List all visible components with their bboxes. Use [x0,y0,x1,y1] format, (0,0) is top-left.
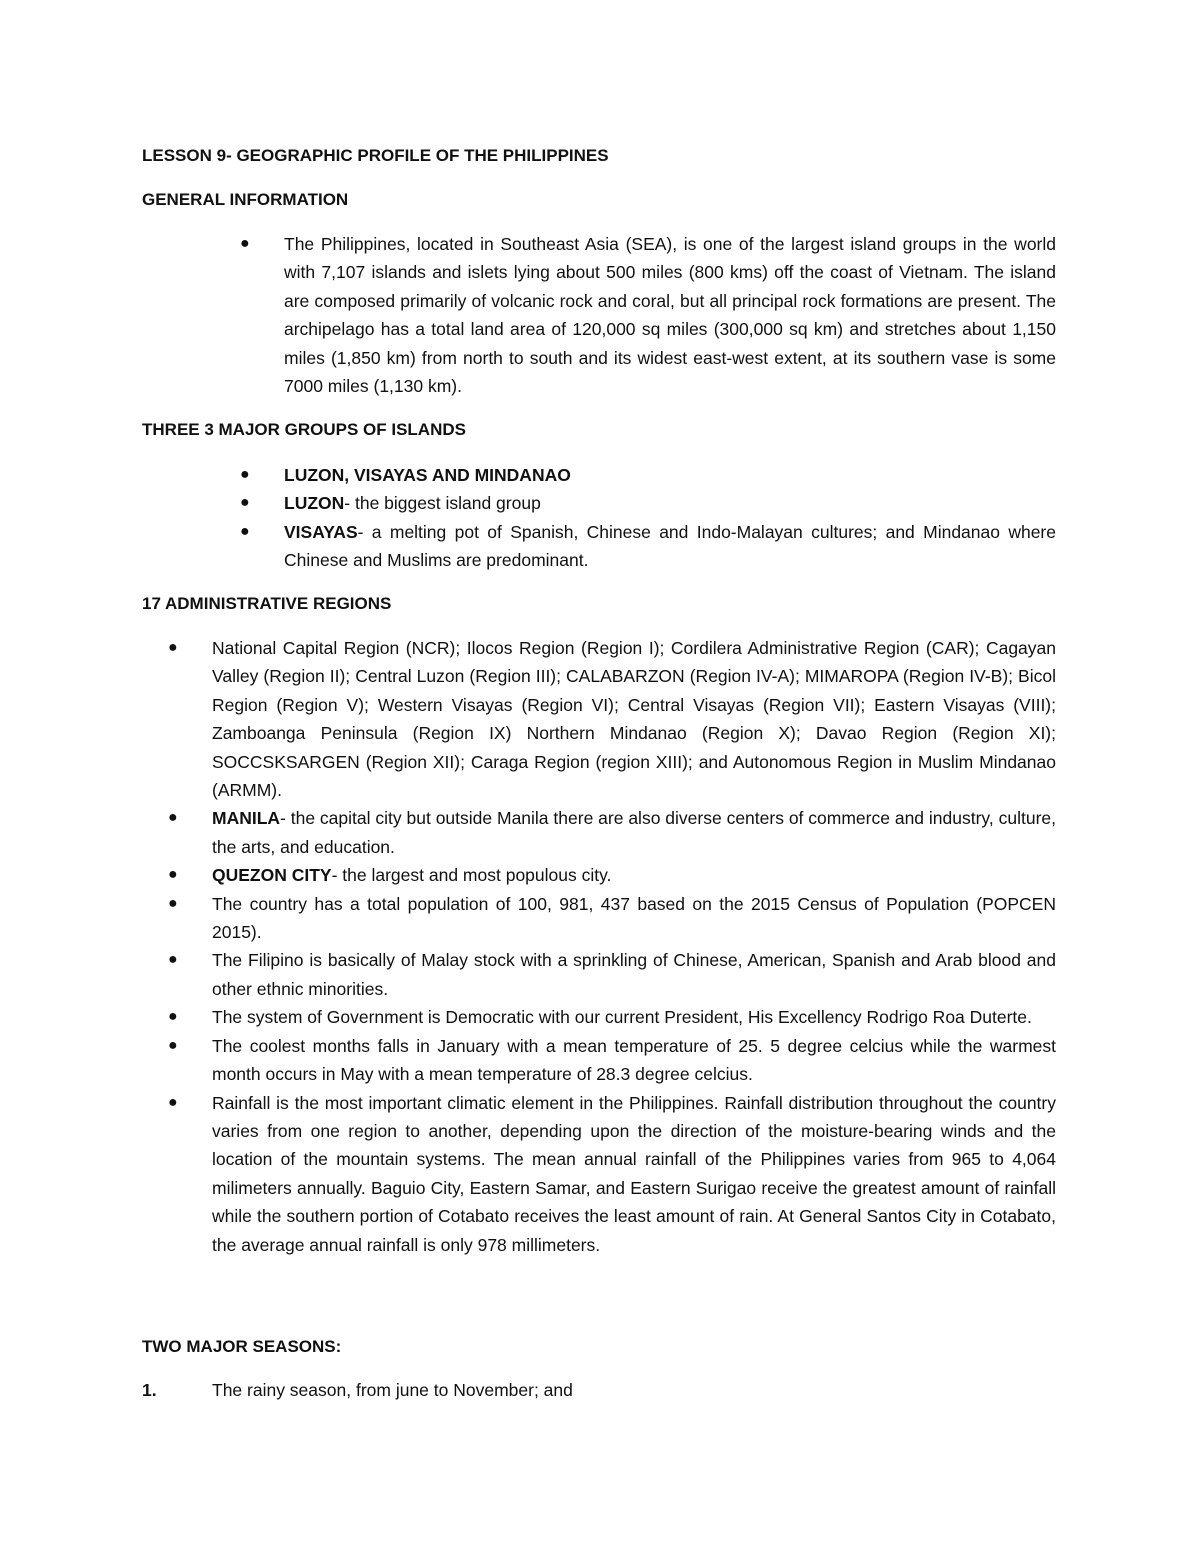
bullet-icon: ● [168,1093,178,1111]
list-item [168,946,1056,1003]
bullet-icon: ● [240,466,250,483]
item-text: The Philippines, located in Southeast Asia (SEA), is one of the largest island groups in the world with 7,107 islands and islets lying about 500 miles (800 kms) off the coast of Vietnam. The island are composed primarily of volcanic rock and coral, but all principal rock formations are present. The archipelago has a total land area of 120,000 sq miles (300,000 sq km) and stretches about 1,150 miles (1,850 km) from north to south and its widest east-west extent, at its southern vase is some 7000 miles (1,130 km). [284,234,1056,397]
section-heading-administrative-regions: 17 ADMINISTRATIVE REGIONS [142,594,392,613]
item-text: The coolest months falls in January with a mean temperature of 25. 5 degree celcius while the warmest month occurs in May with a mean temperature of 28.3 degree celcius. [212,1035,1056,1085]
list-item [168,804,1056,861]
item-text: - a melting pot of Spanish, Chinese and Indo-Malayan cultures; and Mindanao where Chinese and Muslims are predominant. [284,521,1056,571]
administrative-regions-list [168,634,1056,1259]
major-seasons-list [142,1376,1056,1404]
item-text: The Filipino is basically of Malay stock with a sprinkling of Chinese, American, Spanish and Arab blood and other ethnic minorities. [212,950,1056,999]
section-heading-general-information: GENERAL INFORMATION [142,190,349,209]
item-text: Rainfall is the most important climatic element in the Philippines. Rainfall distribution throughout the country varies from one region to another, depending upon the direction of the moisture-bearing winds and the location of the mountain systems. The mean annual rainfall of the Philippines varies from 965 to 4,064 milimeters annually. Baguio City, Eastern Samar, and Eastern Surigao receive the greatest amount of rainfall while the southern portion of Cotabato receives the least amount of rain. At General Santos City in Cotabato, the average annual rainfall is only 978 millimeters. [212,1092,1056,1255]
item-text: - the capital city but outside Manila there are also diverse centers of commerce and industry, culture, the arts, and education. [212,808,1056,857]
bullet-icon: ● [168,1036,178,1054]
item-number: 1. [142,1380,157,1400]
section-heading-major-groups: THREE 3 MAJOR GROUPS OF ISLANDS [142,420,466,439]
item-bold-text: LUZON, VISAYAS AND MINDANAO [284,465,571,485]
item-bold-text: VISAYAS [284,521,358,542]
bullet-icon: ● [240,494,250,512]
general-information-list [240,230,1056,400]
bullet-icon: ● [240,522,250,540]
bullet-icon: ● [240,235,250,252]
item-bold-text: MANILA [212,808,281,829]
section-heading-major-seasons: TWO MAJOR SEASONS: [142,1337,342,1356]
list-item [168,634,1056,804]
bullet-icon: ● [168,866,178,884]
item-text: The rainy season, from june to November; and [212,1380,573,1400]
list-item [240,230,1056,400]
list-item [240,461,1056,489]
lesson-title: LESSON 9- GEOGRAPHIC PROFILE OF THE PHILIPPINES [142,146,609,165]
bullet-icon: ● [168,894,178,912]
list-item [168,890,1056,947]
list-item [240,489,1056,517]
bullet-icon: ● [168,1008,178,1026]
bullet-icon: ● [168,639,178,656]
bullet-icon: ● [168,951,178,969]
major-groups-list [240,461,1056,575]
item-text: National Capital Region (NCR); Ilocos Region (Region I); Cordilera Administrative Region (CAR); Cagayan Valley (Region II); Central Luzon (Region III); CALABARZON (Region IV-A); MIMAROPA (Region IV-B); Bicol Region (Region V); Western Visayas (Region VI); Central Visayas (Region VII); Eastern Visayas (VIII); Zamboanga Peninsula (Region IX) Northern Mindanao (Region X); Davao Region (Region XI); SOCCSKSARGEN (Region XII); Caraga Region (region XIII); and Autonomous Region in Muslim Mindanao (ARMM). [212,638,1056,801]
item-text: - the largest and most populous city. [331,865,612,886]
item-bold-text: QUEZON CITY [212,865,332,886]
list-item [240,518,1056,575]
list-item [142,1376,1056,1404]
list-item [168,861,1056,889]
list-item [168,1003,1056,1031]
item-text: The country has a total population of 100, 981, 437 based on the 2015 Census of Population (POPCEN 2015). [212,893,1056,943]
item-bold-text: LUZON [284,493,345,514]
item-text: The system of Government is Democratic with our current President, His Excellency Rodrigo Roa Duterte. [212,1007,1032,1028]
list-item [168,1089,1056,1259]
bullet-icon: ● [168,809,178,827]
list-item [168,1032,1056,1089]
item-text: - the biggest island group [344,493,541,514]
